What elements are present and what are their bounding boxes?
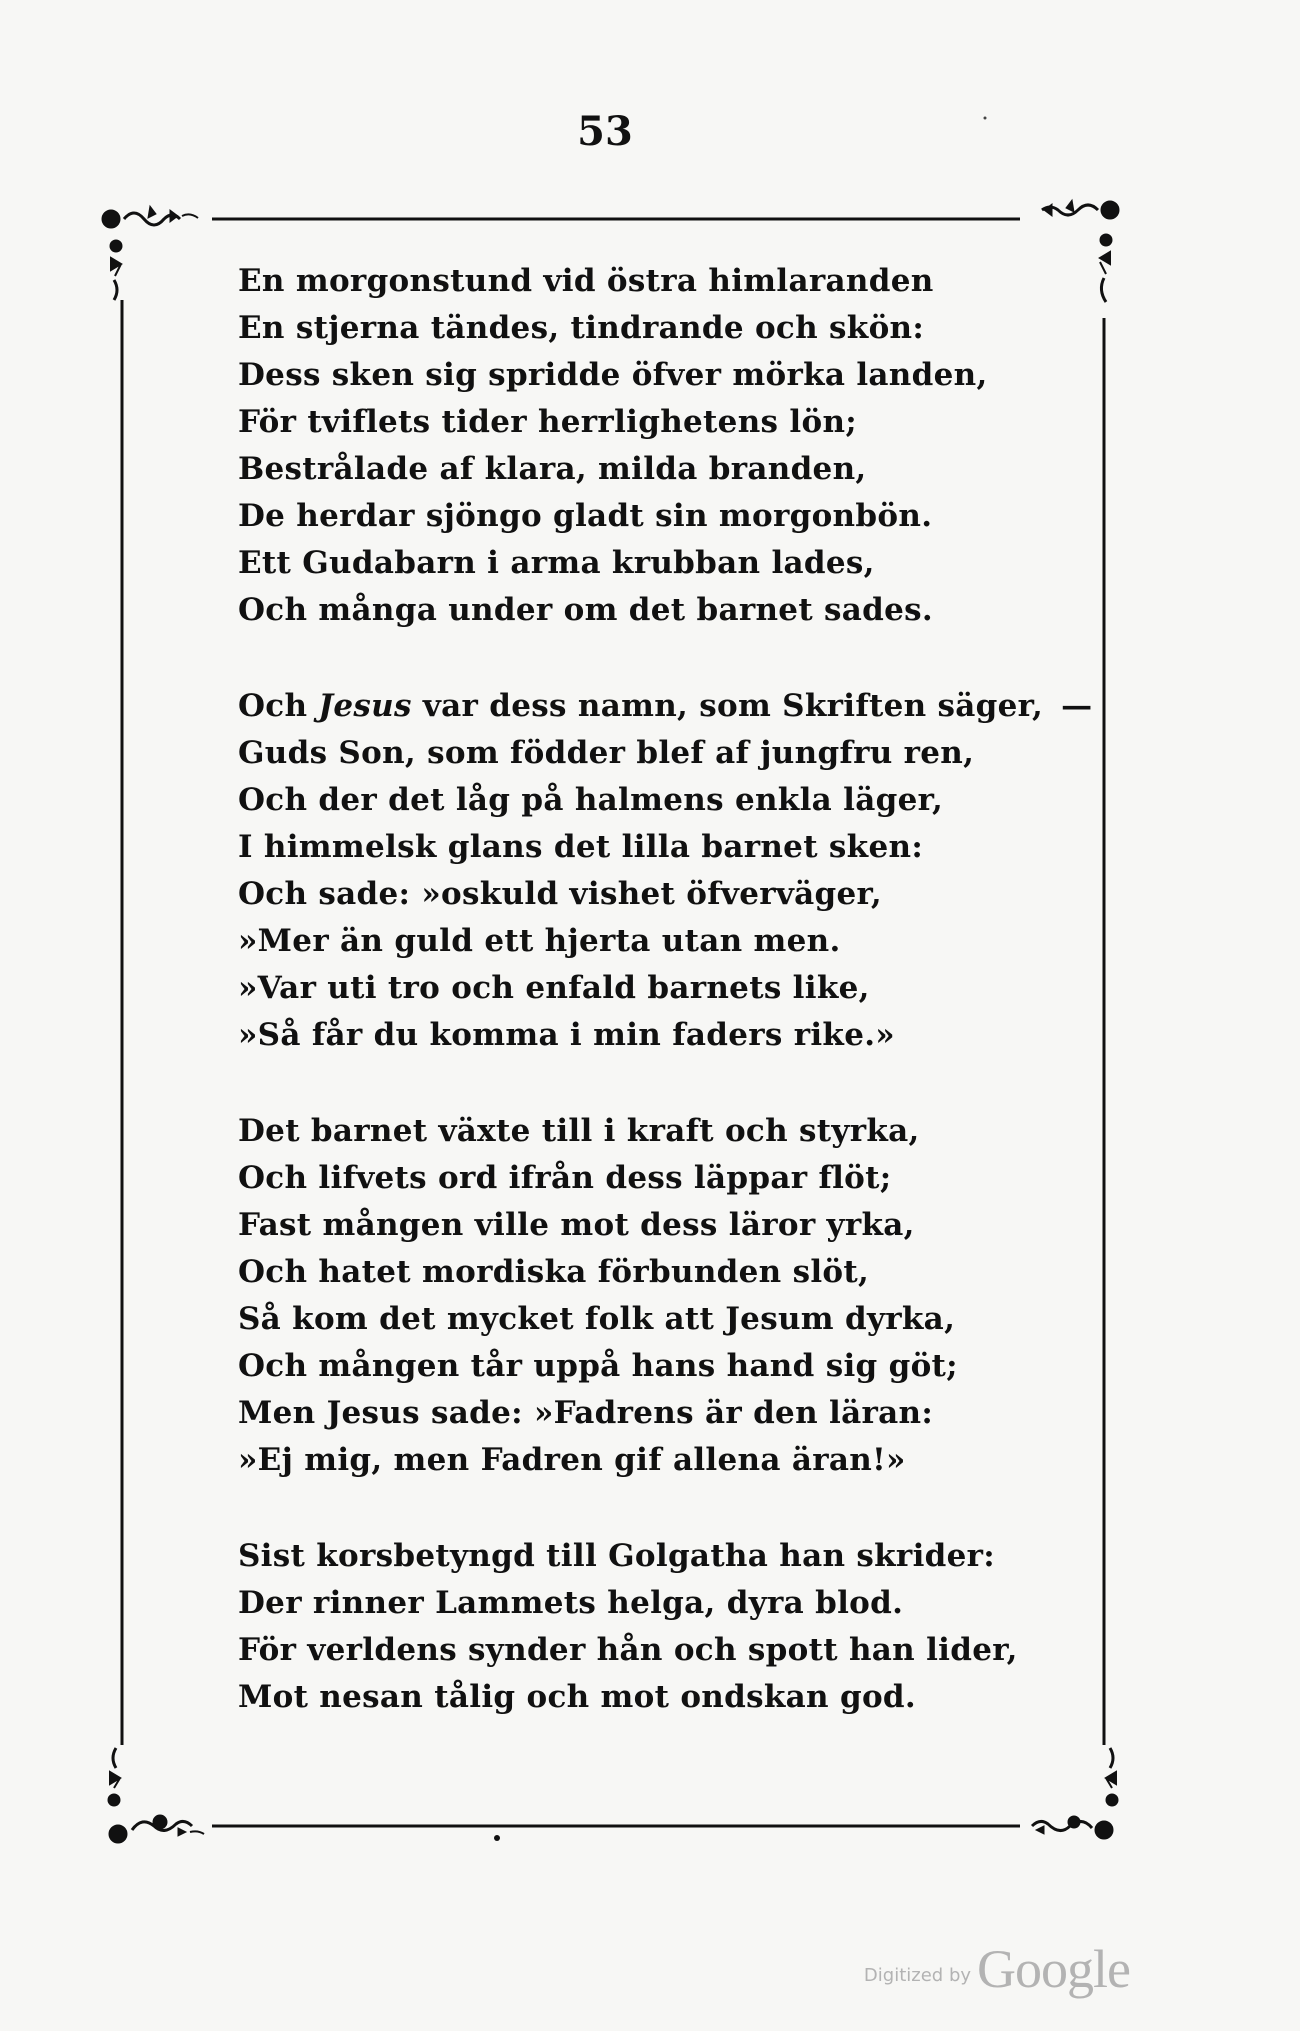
page-number: 53 [577,108,633,155]
poem-line: En morgonstund vid östra himlaranden [238,263,934,299]
poem-line: Och lifvets ord ifrån dess läppar flöt; [238,1160,892,1196]
italic-name: Jesus [318,688,412,724]
corner-ornament-bottom-left [108,1748,204,1843]
line-text: var dess namn, som Skriften säger, [411,688,1044,724]
poem-line: Mot nesan tålig och mot ondskan god. [238,1679,916,1715]
poem-line: Der rinner Lammets helga, dyra blod. [238,1585,904,1621]
digitized-label: Digitized by [863,1965,972,1986]
poem-line: Sist korsbetyngd till Golgatha han skrider: [238,1538,996,1574]
em-dash: — [1061,688,1093,724]
poem-line: I himmelsk glans det lilla barnet sken: [238,829,924,865]
digitized-by-watermark [864,1938,1130,2000]
poem-line: För tviflets tider herrlighetens lön; [238,404,858,440]
line-text: Och [238,688,319,724]
poem-line: »Var uti tro och enfald barnets like, [238,970,870,1006]
poem-line: En stjerna tändes, tindrande och skön: [238,310,925,346]
poem-line: Och hatet mordiska förbunden slöt, [238,1254,870,1290]
poem-line: Men Jesus sade: »Fadrens är den läran: [238,1395,934,1431]
stanza-4 [238,1533,1058,1721]
ink-speck [984,117,987,120]
poem-line: Bestrålade af klara, milda branden, [238,451,867,487]
poem [238,258,1093,1721]
poem-line: Guds Son, som födder blef af jungfru ren, [238,735,975,771]
poem-line: Fast mången ville mot dess läror yrka, [238,1207,915,1243]
poem-line: Ett Gudabarn i arma krubban lades, [238,545,875,581]
poem-line: Och mången tår uppå hans hand sig göt; [238,1348,958,1384]
poem-line [238,683,1093,730]
poem-line: »Så får du komma i min faders rike.» [238,1017,895,1053]
poem-line: »Ej mig, men Fadren gif allena äran!» [238,1442,906,1478]
poem-line: »Mer än guld ett hjerta utan men. [238,923,841,959]
corner-ornament-bottom-right [1032,1748,1118,1839]
corner-ornament-top-left [102,206,198,300]
poem-line: Och der det låg på halmens enkla läger, [238,782,944,818]
stanza-1 [238,258,1058,634]
poem-line: Och sade: »oskuld vishet öfverväger, [238,876,883,912]
poem-line: Så kom det mycket folk att Jesum dyrka, [238,1301,956,1337]
poem-line: Dess sken sig spridde öfver mörka landen, [238,357,988,393]
poem-line: Och många under om det barnet sades. [238,592,934,628]
stanza-2 [238,683,1093,1059]
poem-line: Det barnet växte till i kraft och styrka, [238,1113,920,1149]
poem-line: De herdar sjöngo gladt sin morgonbön. [238,498,933,534]
ink-speck [494,1835,500,1841]
poem-line: För verldens synder hån och spott han lider, [238,1632,1018,1668]
stanza-3 [238,1108,1058,1484]
google-logo: Google [977,1939,1130,1999]
